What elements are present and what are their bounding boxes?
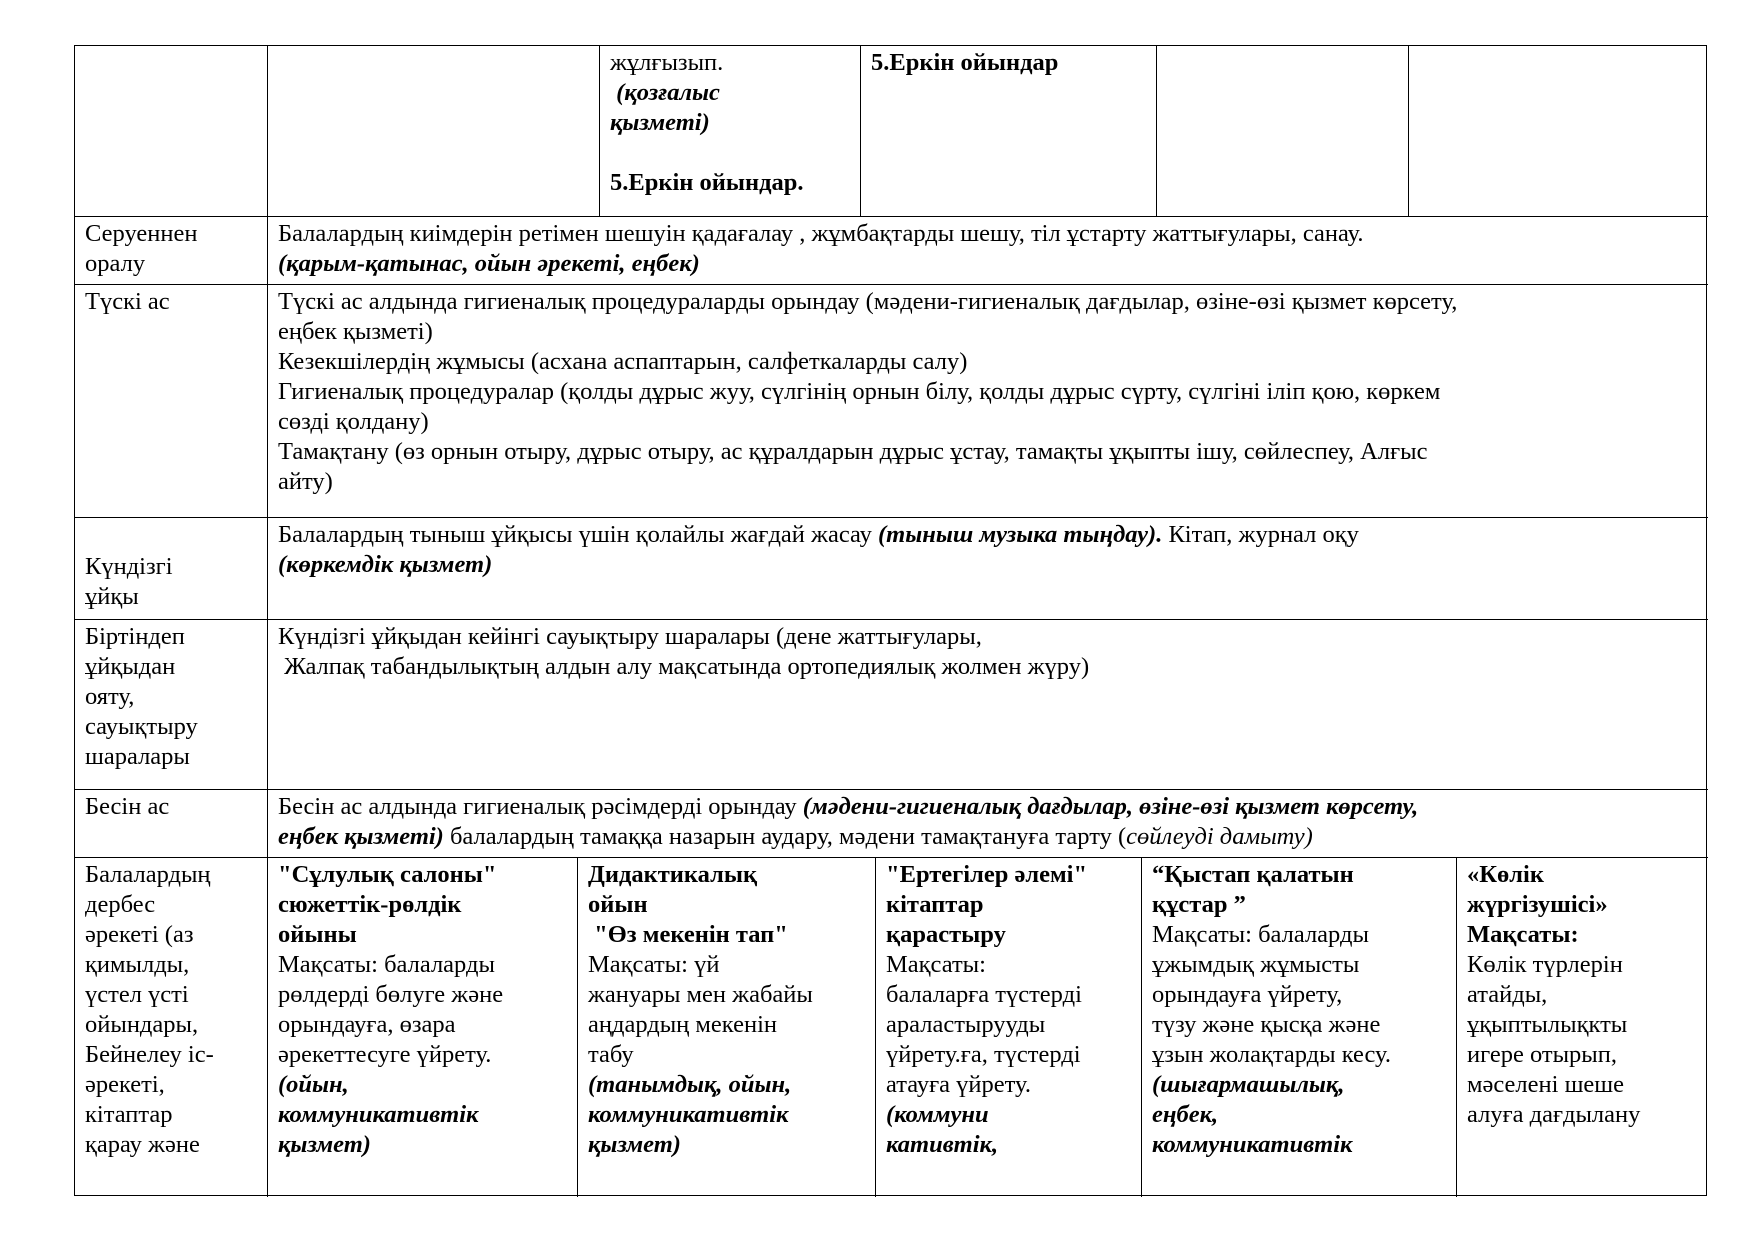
- activity-cell-salon: "Сұлулық салоны" сюжеттік-рөлдік ойыны Мақсаты: балаларды рөлдерді бөлуге және орындауға, өзара әрекеттесуге үйрету. (ойын, коммуникативтік қызмет): [267, 857, 577, 1197]
- free-games-label: 5.Еркін ойындар: [871, 49, 1059, 76]
- activity-cell-didactic: Дидактикалық ойын "Өз мекенін тап" Мақсаты: үй жануары мен жабайы аңдардың мекенін табу (танымдық, ойын, коммуникативтік қызмет): [577, 857, 875, 1197]
- top-row-cell-1: [75, 46, 267, 216]
- row-label-nap: Күндізгі ұйқы: [75, 517, 267, 619]
- row-label-independent: Балалардың дербес әрекеті (аз қимылды, үстел үсті ойындары, Бейнелеу іс- әрекеті, кітаптар қарау және: [75, 857, 267, 1197]
- snack-note: (мәдени-гигиеналық дағдылар, өзіне-өзі қызмет көрсету,: [802, 793, 1419, 820]
- top-row-cell-3-note: қызметі): [610, 109, 710, 136]
- snack-note: еңбек қызметі): [278, 823, 444, 850]
- return-walk-text: Балалардың киімдерін ретімен шешуін қадағалау , жұмбақтарды шешу, тіл ұстарту жаттығулары, санау.: [278, 220, 1364, 247]
- top-row-cell-3-line: жұлғызып.: [610, 49, 724, 76]
- wakeup-line: Жалпақ табандылықтың алдын алу мақсатында ортопедиялық жолмен жүру): [278, 653, 1090, 680]
- wakeup-line: Күндізгі ұйқыдан кейінгі сауықтыру шаралары (дене жаттығулары,: [278, 623, 982, 650]
- row-content-nap: [267, 517, 1708, 619]
- snack-text: балалардың тамаққа назарын аудару, мәдени тамақтануға тарту (: [443, 823, 1127, 850]
- snack-text: Бесін ас алдында гигиеналық рәсімдерді орындау: [278, 793, 803, 820]
- row-content-wakeup: [267, 619, 1708, 789]
- row-label-lunch: Түскі ас: [75, 284, 267, 517]
- top-row-cell-3: [599, 46, 860, 216]
- lunch-line: Кезекшілердің жұмысы (асхана аспаптарын, салфеткаларды салу): [278, 348, 968, 375]
- lunch-line: Гигиеналық процедуралар (қолды дұрыс жуу, сүлгінің орнын білу, қолды дұрыс сүрту, сүлгіні іліп қою, көркем: [278, 378, 1441, 405]
- activity-cell-fairytales: "Ертегілер әлемі" кітаптар қарастыру Мақсаты: балаларға түстерді араластырууды үйрету.ға, түстерді атауға үйрету. (коммуни кативтік,: [875, 857, 1141, 1197]
- lunch-line: сөзді қолдану): [278, 408, 429, 435]
- top-row-cell-6: [1408, 46, 1708, 216]
- top-row-cell-5: [1156, 46, 1408, 216]
- row-content-return-walk: [267, 216, 1708, 284]
- lunch-line: айту): [278, 468, 333, 495]
- top-row-cell-3-note: (қозғалыс: [610, 79, 720, 106]
- lunch-line: еңбек қызметі): [278, 318, 433, 345]
- row-label-return-walk: Серуеннен оралу: [75, 216, 267, 284]
- schedule-table: [74, 45, 1707, 1196]
- activity-cell-birds: “Қыстап қалатын құстар ” Мақсаты: балаларды ұжымдық жұмысты орындауға үйрету, түзу және қысқа және ұзын жолақтарды кесу. (шығармашылық, еңбек, коммуникативтік: [1141, 857, 1456, 1197]
- snack-note-speech: сөйлеуді дамыту): [1126, 823, 1313, 850]
- top-row-cell-2: [267, 46, 599, 216]
- free-games-label: 5.Еркін ойындар.: [610, 169, 804, 196]
- row-content-lunch: [267, 284, 1708, 517]
- lunch-line: Тамақтану (өз орнын отыру, дұрыс отыру, ас құралдарын дұрыс ұстау, тамақты ұқыпты ішу, сөйлеспеу, Алғыс: [278, 438, 1428, 465]
- nap-note: (көркемдік қызмет): [278, 551, 493, 578]
- row-label-snack: Бесін ас: [75, 789, 267, 857]
- lunch-line: Түскі ас алдында гигиеналық процедураларды орындау (мәдени-гигиеналық дағдылар, өзіне-өзі қызмет көрсету,: [278, 288, 1458, 315]
- top-row-cell-4: [860, 46, 1156, 216]
- row-label-wakeup: Біртіндеп ұйқыдан ояту, сауықтыру шаралары: [75, 619, 267, 789]
- nap-music-note: (тыныш музыка тыңдау).: [878, 521, 1163, 548]
- nap-text: Балалардың тыныш ұйқысы үшін қолайлы жағдай жасау: [278, 521, 878, 548]
- activity-cell-driver: «Көлік жүргізушісі» Мақсаты: Көлік түрлерін атайды, ұқыптылықкты игере отырып, мәселені шеше алуға дағдылану: [1456, 857, 1708, 1197]
- return-walk-note: (қарым-қатынас, ойын әрекеті, еңбек): [278, 250, 700, 277]
- row-content-snack: [267, 789, 1708, 857]
- nap-reading-text: Кітап, журнал оқу: [1162, 521, 1359, 548]
